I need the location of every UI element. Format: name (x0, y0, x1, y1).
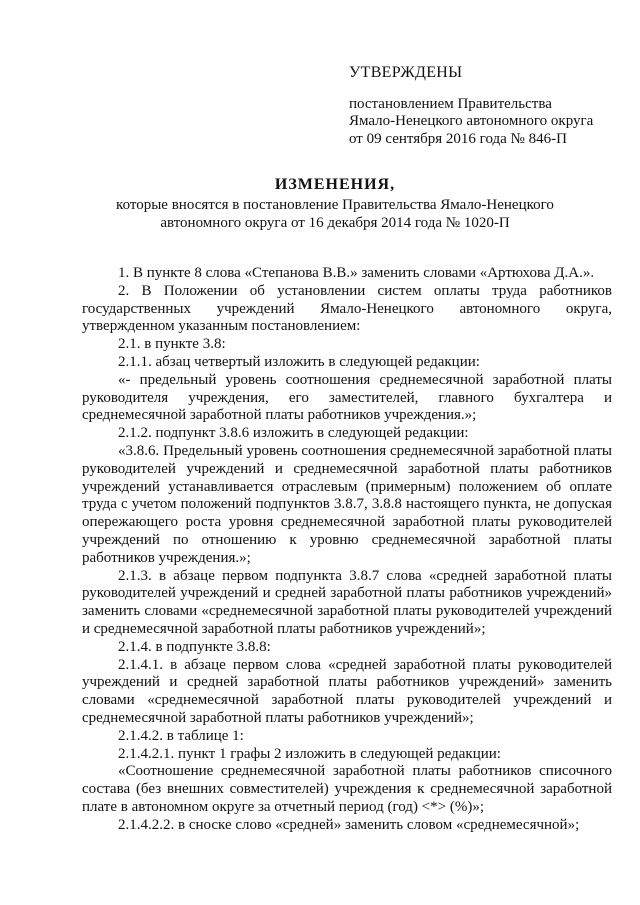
paragraph-2: 2. В Положении об установлении систем оплаты труда работников государственных учреждений Ямало-Ненецкого автономного округа, утвержденном указанным постановлением: (82, 282, 612, 335)
approval-line-1: постановлением Правительства (349, 95, 552, 112)
document-title-block (60, 176, 610, 232)
approval-line-3: от 09 сентября 2016 года № 846-П (349, 130, 567, 147)
paragraph-2-1: 2.1. в пункте 3.8: (118, 336, 226, 353)
approval-line-2: Ямало-Ненецкого автономного округа (349, 113, 594, 129)
paragraph-2-1-4-2-1: 2.1.4.2.1. пункт 1 графы 2 изложить в следующей редакции: (118, 745, 501, 762)
paragraph-2-1-4-1: 2.1.4.1. в абзаце первом слова «средней заработной платы руководителей учреждений и средней заработной платы работников учреждений» заменить словами «среднемесячной заработной платы руководителей учреждений и среднемесячной заработной платы работников учреждений»; (82, 656, 612, 726)
paragraph-2-1-4-2-1-text: «Соотношение среднемесячной заработной платы работников списочного состава (без внешних совместителей) учреждения к среднемесячной заработной плате в автономном округе за отчетный период (год) <*> (%)»; (82, 763, 612, 815)
document-subtitle-line-2: автономного округа от 16 декабря 2014 года № 1020-П (160, 215, 510, 231)
document-title: ИЗМЕНЕНИЯ, (274, 176, 396, 193)
approval-block (349, 64, 629, 148)
document-body (82, 265, 612, 835)
paragraph-2-1-3: 2.1.3. в абзаце первом подпункта 3.8.7 слова «средней заработной платы руководителей учреждений и средней заработной платы работников учреждений» заменить словами «среднемесячной заработной платы руководителей учреждений и среднемесячной заработной платы работников учреждений»; (82, 567, 612, 637)
document-subtitle-line-1: которые вносятся в постановление Правительства Ямало-Ненецкого (116, 197, 554, 213)
paragraph-2-1-1-text: «- предельный уровень соотношения среднемесячной заработной платы руководителя учреждения, его заместителей, главного бухгалтера и среднемесячной заработной платы работников учреждения.»; (82, 371, 612, 424)
paragraph-2-1-4: 2.1.4. в подпункте 3.8.8: (118, 638, 271, 655)
paragraph-2-1-1: 2.1.1. абзац четвертый изложить в следующей редакции: (118, 353, 480, 370)
paragraph-1: 1. В пункте 8 слова «Степанова В.В.» заменить словами «Артюхова Д.А.». (118, 265, 595, 281)
paragraph-2-1-4-2: 2.1.4.2. в таблице 1: (118, 727, 244, 744)
paragraph-2-1-2-text: «3.8.6. Предельный уровень соотношения среднемесячной заработной платы руководителей учреждений и среднемесячной заработной платы работников учреждений устанавливается отраслевым (примерным) положением об оплате труда с учетом положений подпунктов 3.8.7, 3.8.8 настоящего пункта, не допуская опережающего роста уровня среднемесячной заработной платы руководителей учреждений по отношению к уровню среднемесячной заработной платы работников учреждения.»; (82, 442, 612, 566)
paragraph-2-1-4-2-2: 2.1.4.2.2. в сноске слово «средней» заменить словом «среднемесячной»; (118, 816, 580, 833)
paragraph-2-1-2: 2.1.2. подпункт 3.8.6 изложить в следующей редакции: (118, 425, 469, 442)
approval-heading: УТВЕРЖДЕНЫ (349, 64, 463, 81)
